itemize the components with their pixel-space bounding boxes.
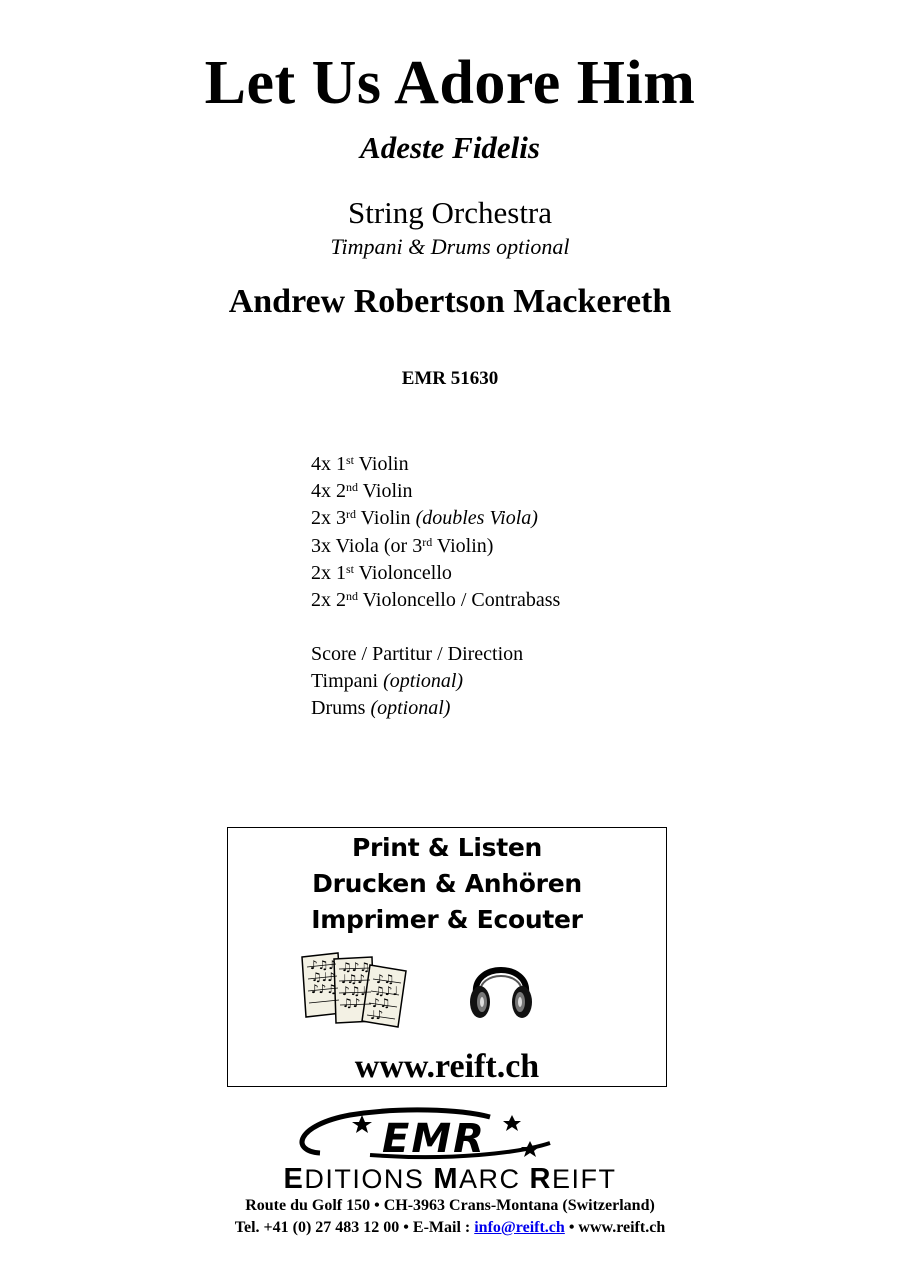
part-count: 4x 2 bbox=[311, 480, 346, 503]
part-count: 2x 1 bbox=[311, 561, 346, 584]
emr-logo bbox=[250, 1105, 650, 1165]
publisher-name-part: ARC bbox=[459, 1164, 530, 1194]
part-ordinal: rd bbox=[422, 534, 433, 549]
part-line bbox=[311, 478, 731, 505]
part-line bbox=[311, 560, 731, 587]
svg-text:♪♫: ♪♫ bbox=[376, 972, 395, 986]
svg-text:♫♩♪: ♫♩♪ bbox=[311, 970, 336, 984]
publisher-name-part: E bbox=[283, 1163, 305, 1195]
parts-list bbox=[311, 451, 731, 614]
extra-line bbox=[311, 668, 731, 695]
ensemble: String Orchestra bbox=[347, 195, 553, 230]
part-ordinal: rd bbox=[346, 507, 356, 522]
extra-note: (optional) bbox=[370, 697, 451, 720]
svg-text:♫♪♩: ♫♪♩ bbox=[374, 984, 399, 998]
extra-line bbox=[311, 695, 731, 722]
page-title: Let Us Adore Him bbox=[204, 49, 696, 117]
extra-name: Drums bbox=[311, 697, 371, 720]
publisher-name-part: M bbox=[433, 1163, 460, 1195]
publisher-contact bbox=[0, 1219, 900, 1237]
promo-line-drucken: Drucken & Anhören bbox=[312, 869, 582, 898]
part-line bbox=[311, 533, 731, 560]
part-ordinal: nd bbox=[346, 480, 358, 495]
print-listen-box[interactable] bbox=[227, 827, 667, 1087]
part-line bbox=[311, 505, 731, 532]
part-count: 2x 2 bbox=[311, 589, 346, 612]
part-line bbox=[311, 451, 731, 478]
part-ordinal: nd bbox=[346, 589, 358, 604]
part-name: Violoncello bbox=[354, 561, 452, 584]
svg-text:♪♫♪: ♪♫♪ bbox=[310, 958, 337, 972]
extra-line bbox=[311, 641, 731, 668]
extra-note: (optional) bbox=[383, 670, 464, 693]
promo-line-print-listen: Print & Listen bbox=[351, 833, 543, 862]
svg-text:♩♫♪: ♩♫♪ bbox=[341, 972, 366, 986]
promo-line-imprimer: Imprimer & Ecouter bbox=[311, 905, 583, 934]
email-link[interactable]: info@reift.ch bbox=[474, 1219, 565, 1236]
ensemble-note: Timpani & Drums optional bbox=[330, 234, 570, 259]
svg-text:♫♪: ♫♪ bbox=[342, 996, 361, 1010]
catalog-number: EMR 51630 bbox=[401, 368, 499, 389]
svg-text:♪♪♫: ♪♪♫ bbox=[311, 982, 338, 996]
svg-text:♫♪♫: ♫♪♫ bbox=[341, 960, 371, 974]
promo-url-link[interactable]: www.reift.ch bbox=[354, 1048, 540, 1085]
svg-text:♩♪: ♩♪ bbox=[370, 1008, 384, 1022]
headphones-icon bbox=[466, 950, 536, 1022]
part-name: Violin bbox=[356, 507, 416, 530]
extra-name: Score / Partitur / Direction bbox=[311, 643, 524, 665]
part-line bbox=[311, 587, 731, 614]
extras-list bbox=[311, 641, 731, 723]
emr-logo-text: EMR bbox=[382, 1116, 486, 1162]
part-name: Violin) bbox=[432, 534, 494, 557]
part-name: Violoncello / Contrabass bbox=[358, 589, 561, 612]
part-name: Violin bbox=[354, 453, 409, 475]
publisher-address: Route du Golf 150 • CH-3963 Crans-Montana (Switzerland) bbox=[245, 1197, 655, 1214]
part-name: Violin bbox=[358, 480, 413, 503]
publisher-name-part: DITIONS bbox=[304, 1164, 434, 1194]
publisher-name-part: R bbox=[529, 1163, 552, 1195]
contact-tel: Tel. +41 (0) 27 483 12 00 • E-Mail : bbox=[234, 1219, 475, 1236]
composer: Andrew Robertson Mackereth bbox=[228, 283, 672, 320]
part-ordinal: st bbox=[346, 561, 355, 576]
publisher-name bbox=[0, 1163, 900, 1196]
subtitle: Adeste Fidelis bbox=[360, 130, 540, 165]
svg-text:♪♫: ♪♫ bbox=[372, 996, 391, 1010]
part-note: (doubles Viola) bbox=[415, 507, 538, 530]
part-count: 2x 3 bbox=[311, 507, 346, 530]
part-count: 3x Viola (or 3 bbox=[311, 534, 423, 557]
svg-text:♪♫♩: ♪♫♩ bbox=[342, 984, 367, 998]
publisher-name-part: EIFT bbox=[552, 1164, 617, 1194]
contact-web: • www.reift.ch bbox=[564, 1219, 666, 1236]
part-count: 4x 1 bbox=[311, 453, 346, 475]
sheet-music-icon bbox=[300, 951, 412, 1029]
part-ordinal: st bbox=[346, 453, 355, 467]
extra-name: Timpani bbox=[311, 670, 384, 693]
